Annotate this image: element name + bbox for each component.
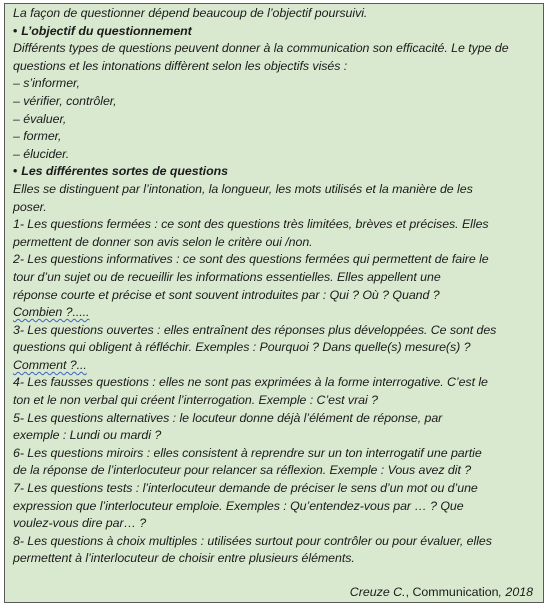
body-line: expression que l’interlocuteur emploie. Exemples : Qu’entendez-vous par … ? Que <box>13 498 464 513</box>
body-line: Elles se distinguent par l’intonation, la longueur, les mots utilisés et la manière de les <box>13 181 473 196</box>
intro-line: La façon de questionner dépend beaucoup de l’objectif poursuivi. <box>13 6 368 20</box>
body-line: permettent de donner son avis selon le critère oui /non. <box>13 234 313 249</box>
body-line: réponse courte et précise et sont souvent introduites par : Qui ? Où ? Quand ? <box>13 287 440 302</box>
list-item: – s’informer, <box>13 76 80 91</box>
body-line: 4- Les fausses questions : elles ne sont pas exprimées à la forme interrogative. C’est le <box>13 375 488 390</box>
body-line: 1- Les questions fermées : ce sont des questions très limitées, brèves et précises. Elles <box>13 217 489 232</box>
body-line: exemple : Lundi ou mardi ? <box>13 428 162 443</box>
body-line: de la réponse de l’interlocuteur pour relancer sa réflexion. Exemple : Vous avez dit ? <box>13 463 472 478</box>
body-line: Différents types de questions peuvent donner à la communication son efficacité. Le type de <box>13 41 509 56</box>
heading-text: Les différentes sortes de questions <box>21 164 228 179</box>
list-item: – élucider. <box>13 146 70 161</box>
credit-year: , 2018 <box>498 585 533 599</box>
body-line: 7- Les questions tests : l’interlocuteur demande de préciser le sens d’un mot ou d’une <box>13 481 478 496</box>
credit-book: Communication <box>412 585 499 599</box>
body-line: 3- Les questions ouvertes : elles entraînent des réponses plus développées. Ce sont des <box>13 322 497 337</box>
bullet-icon: • <box>13 23 18 38</box>
text-box <box>4 3 544 603</box>
body-line: tour d’un sujet ou de recueillir les informations essentielles. Elles appellent une <box>13 269 441 284</box>
body-line: 5- Les questions alternatives : le locuteur donne déjà l’élément de réponse, par <box>13 410 443 425</box>
body-line: poser. <box>13 199 47 214</box>
body-line: permettent à l’interlocuteur de choisir entre plusieurs éléments. <box>13 551 355 566</box>
text-body <box>13 5 539 568</box>
credit-separator: , <box>405 585 413 599</box>
list-item: – vérifier, contrôler, <box>13 93 117 108</box>
heading-text: L’objectif du questionnement <box>21 23 192 38</box>
body-line <box>13 357 539 375</box>
source-credit <box>350 584 533 601</box>
body-line <box>13 304 539 322</box>
section-heading-sortes <box>13 163 539 181</box>
spellcheck-text: Comment ?... <box>13 357 87 372</box>
body-line: 8- Les questions à choix multiples : utilisées surtout pour contrôler ou pour évaluer, elles <box>13 533 492 548</box>
section-heading-objectif <box>13 23 539 41</box>
spellcheck-text: Combien ?..... <box>13 305 90 320</box>
list-item: – former, <box>13 129 62 144</box>
body-line: voulez-vous dire par… ? <box>13 516 147 531</box>
bullet-icon: • <box>13 164 18 179</box>
body-line: questions qui obligent à réfléchir. Exemples : Pourquoi ? Dans quelle(s) mesure(s) ? <box>13 340 471 355</box>
body-line: 2- Les questions informatives : ce sont des questions fermées qui permettent de faire le <box>13 252 489 267</box>
body-line: ton et le non verbal qui créent l’interrogation. Exemple : C’est vrai ? <box>13 393 378 408</box>
list-item: – évaluer, <box>13 111 67 126</box>
body-line: 6- Les questions miroirs : elles consistent à reprendre sur un ton interrogatif une partie <box>13 445 482 460</box>
credit-author: Creuze C. <box>349 585 406 599</box>
body-line: questions et les intonations diffèrent selon les objectifs visés : <box>13 58 348 73</box>
